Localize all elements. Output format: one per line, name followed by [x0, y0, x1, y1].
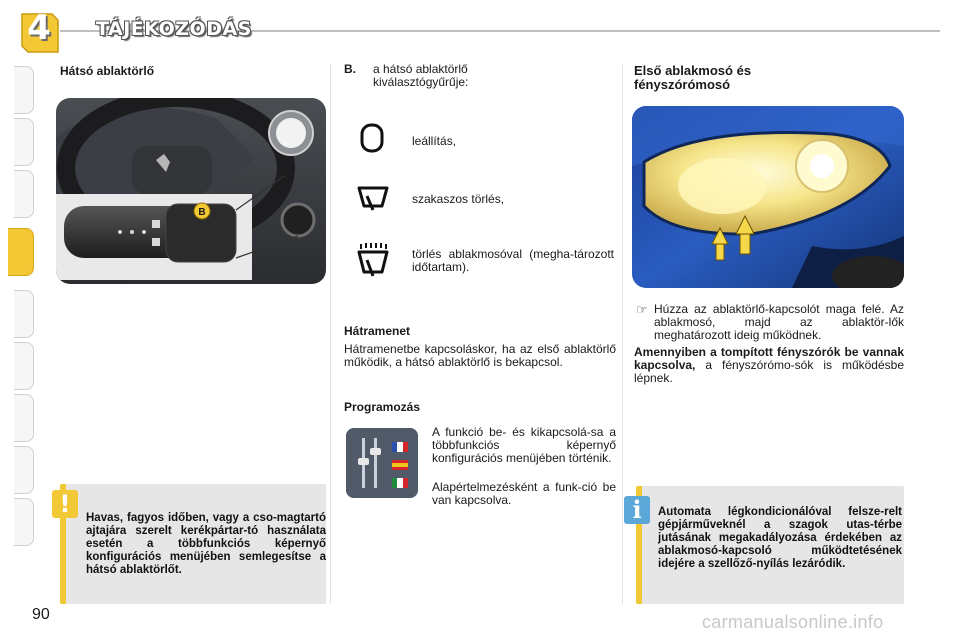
stalk-illustration	[56, 98, 326, 284]
rear-wiper-stalk-photo	[56, 98, 326, 284]
b-intro: a hátsó ablaktörlő kiválasztógyűrűje:	[373, 62, 469, 89]
info-box	[636, 486, 904, 604]
reverse-text: Hátramenetbe kapcsoláskor, ha az első ablaktörlő működik, a hátsó ablaktörlő is bekapcsol.	[344, 342, 616, 369]
mode-off-text: leállítás,	[412, 134, 457, 148]
headlamp-bold-text: Amennyiben a tompított fényszórók be vannak kapcsolva,	[634, 345, 904, 372]
wiper-washer-icon	[356, 240, 390, 280]
watermark: carmanualsonline.info	[702, 612, 884, 632]
chapter-tab-1[interactable]	[14, 66, 34, 114]
mode-washer-text: törlés ablakmosóval (megha-tározott időtartam).	[412, 247, 614, 274]
warning-box	[60, 484, 326, 604]
chapter-tab-2[interactable]	[14, 118, 34, 166]
pull-text: Húzza az ablaktörlő-kapcsolót maga felé. Az ablakmosó, majd az ablaktör-lők meghatározott ideig működnek.	[654, 302, 904, 342]
programming-text-2: Alapértelmezésként a funk-ció be van kapcsolva.	[432, 480, 616, 507]
callout-b-label: B	[198, 207, 206, 218]
info-icon: i	[624, 496, 650, 524]
chapter-tab-4-active[interactable]	[8, 228, 34, 276]
column-divider-left	[330, 64, 331, 604]
headlamp-rest-text: a fényszórómo-sók is működésbe lépnek.	[634, 358, 904, 385]
headlamp-photo	[632, 106, 904, 288]
pull-hand-icon: ☞	[636, 302, 648, 317]
chapter-tab-8[interactable]	[14, 446, 34, 494]
chapter-tab-5[interactable]	[14, 290, 34, 338]
page-number: 90	[32, 606, 50, 623]
warning-text: Havas, fagyos időben, vagy a cso-magtartó ajtajára szerelt kerékpártar-tó használata esetén a többfunkciós képernyő konfigurációs menüjében semlegesítse a hátsó ablaktörlőt.	[86, 512, 326, 576]
screen-menu-photo	[346, 428, 418, 498]
headlamp-washer-paragraph	[634, 346, 904, 385]
wiper-intermittent-icon	[356, 184, 390, 216]
front-washer-heading: Első ablakmosó és fényszórómosó	[634, 63, 752, 92]
programming-text-1: A funkció be- és kikapcsolá-sa a többfunkciós képernyő konfigurációs menüjében történik.	[432, 425, 616, 465]
settings-sliders-icon	[346, 428, 418, 498]
chapter-tab-6[interactable]	[14, 342, 34, 390]
programming-heading: Programozás	[344, 400, 421, 414]
wiper-off-icon	[358, 122, 388, 154]
chapter-tab-7[interactable]	[14, 394, 34, 442]
chapter-title: TÁJÉKOZÓDÁS	[96, 18, 252, 40]
column-divider-right	[622, 64, 623, 604]
mode-intermittent-text: szakaszos törlés,	[412, 192, 505, 206]
chapter-tab-9[interactable]	[14, 498, 34, 546]
info-text: Automata légkondicionálóval felsze-relt gépjárműveknél a szagok utas-térbe jutásának megakadályozása érdekében az ablakmosó-kapcsoló működtetésének idejére a szellőző-nyílás lezáródik.	[658, 506, 902, 570]
warning-icon: !	[52, 490, 78, 518]
chapter-tab-3[interactable]	[14, 170, 34, 218]
rear-wiper-heading: Hátsó ablaktörlő	[60, 64, 155, 78]
chapter-number: 4	[27, 8, 51, 48]
b-label: B.	[344, 62, 356, 76]
headlamp-illustration	[632, 106, 904, 288]
reverse-heading: Hátramenet	[344, 324, 411, 338]
